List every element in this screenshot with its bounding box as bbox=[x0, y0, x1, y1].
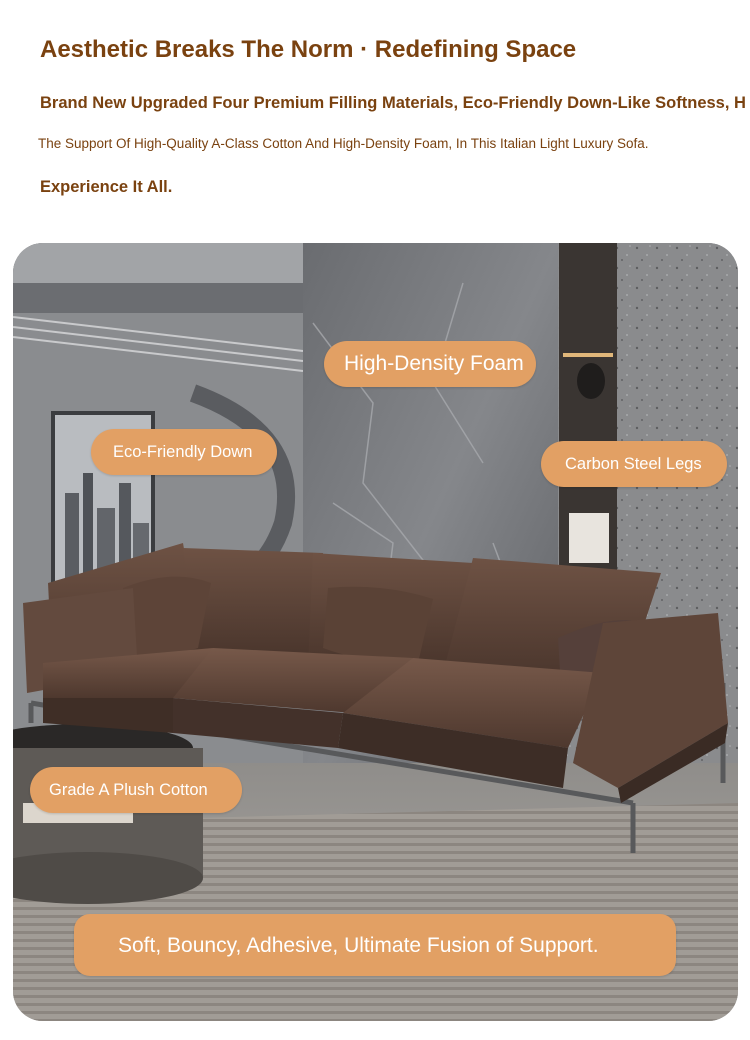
tag-grade-a-plush-cotton: Grade A Plush Cotton bbox=[30, 767, 242, 813]
tag-ultimate-fusion: Soft, Bouncy, Adhesive, Ultimate Fusion of Support. bbox=[74, 914, 676, 976]
intro-line-1: Brand New Upgraded Four Premium Filling Materials, Eco-Friendly Down-Like Softness, H bbox=[40, 94, 746, 112]
tag-high-density-foam: High-Density Foam bbox=[324, 341, 536, 387]
intro-line-2: The Support Of High-Quality A-Class Cotton And High-Density Foam, In This Italian Light Luxury Sofa. bbox=[38, 136, 649, 151]
sofa-photo bbox=[13, 243, 738, 1021]
intro-line-3: Experience It All. bbox=[40, 178, 173, 196]
tag-eco-friendly-down: Eco-Friendly Down bbox=[91, 429, 277, 475]
page-headline: Aesthetic Breaks The Norm · Redefining Space bbox=[40, 36, 577, 63]
tag-carbon-steel-legs: Carbon Steel Legs bbox=[541, 441, 727, 487]
